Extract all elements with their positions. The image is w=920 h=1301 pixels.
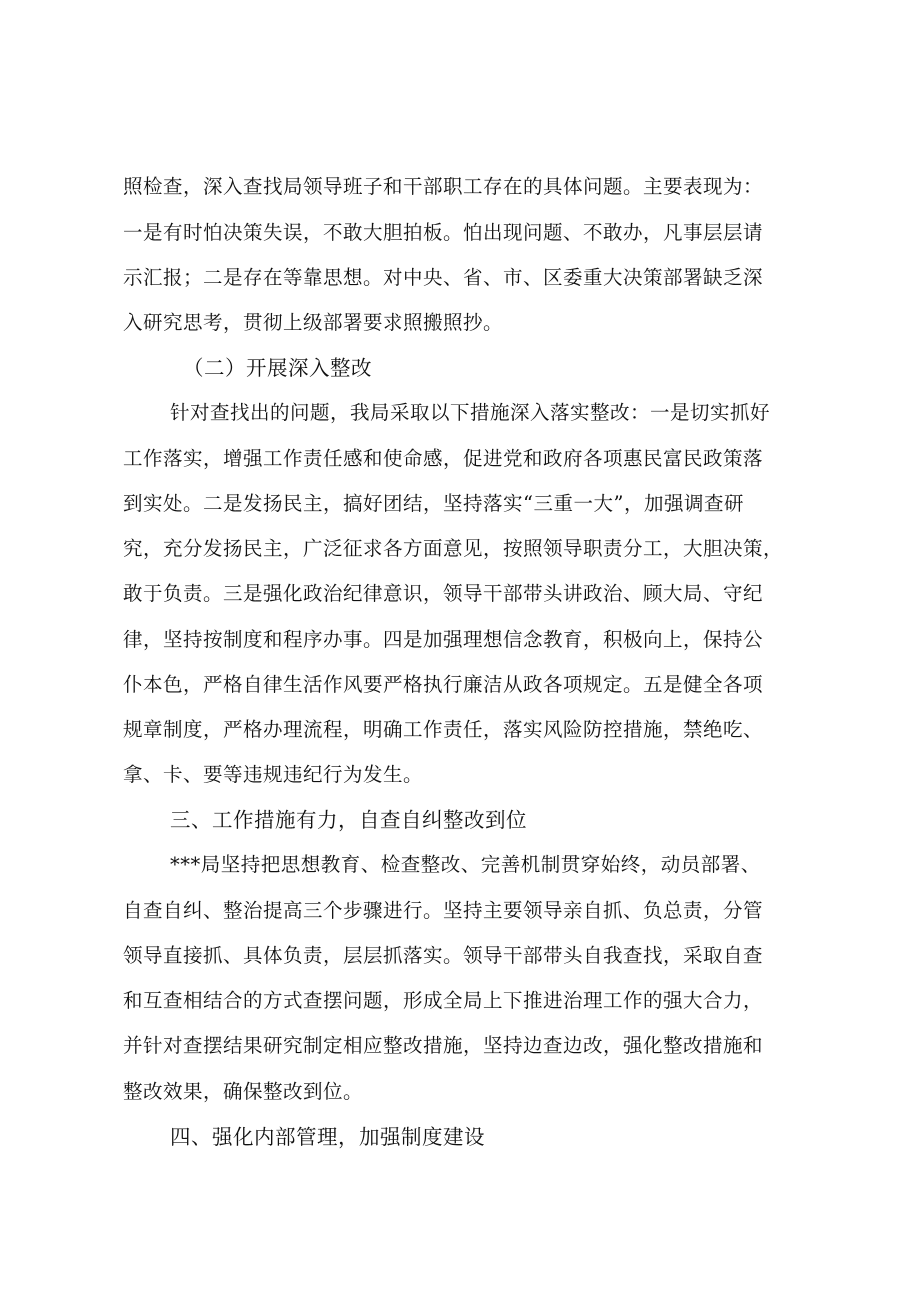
- paragraph-line: 自查自纠、整治提高三个步骤进行。坚持主要领导亲自抓、负总责，分管: [123, 899, 764, 922]
- paragraph-line: 到实处。二是发扬民主，搞好团结，坚持落实“三重一大”，加强调查研: [123, 492, 744, 515]
- paragraph-line: 敢于负责。三是强化政治纪律意识，领导干部带头讲政治、顾大局、守纪: [123, 582, 764, 605]
- section-heading-4: 四、强化内部管理，加强制度建设: [170, 1125, 485, 1149]
- section-heading-3: 三、工作措施有力，自查自纠整改到位: [170, 808, 527, 832]
- paragraph-line: 示汇报；二是存在等靠思想。对中央、省、市、区委重大决策部署缺乏深: [123, 266, 764, 289]
- paragraph-line: 入研究思考，贯彻上级部署要求照搬照抄。: [123, 311, 504, 334]
- section-heading-2-2: （二）开展深入整改: [183, 356, 372, 380]
- paragraph-line: 究，充分发扬民主，广泛征求各方面意见，按照领导职责分工，大胆决策，: [123, 537, 784, 560]
- paragraph-line: 领导直接抓、具体负责，层层抓落实。领导干部带头自我查找，采取自查: [123, 944, 764, 967]
- paragraph-line: 并针对查摆结果研究制定相应整改措施，坚持边查边改，强化整改措施和: [123, 1034, 764, 1057]
- paragraph-line: 拿、卡、要等违规违纪行为发生。: [123, 763, 424, 786]
- paragraph-line: 整改效果，确保整改到位。: [123, 1080, 364, 1103]
- paragraph-line: 律，坚持按制度和程序办事。四是加强理想信念教育，积极向上，保持公: [123, 628, 764, 651]
- paragraph-line: 规章制度，严格办理流程，明确工作责任，落实风险防控措施，禁绝吃、: [123, 718, 764, 741]
- paragraph-line: 仆本色，严格自律生活作风要严格执行廉洁从政各项规定。五是健全各项: [123, 673, 764, 696]
- paragraph-line: ***局坚持把思想教育、检查整改、完善机制贯穿始终，动员部署、: [170, 853, 761, 876]
- paragraph-line: 照检查，深入查找局领导班子和干部职工存在的具体问题。主要表现为：: [123, 175, 764, 198]
- paragraph-line: 一是有时怕决策失误，不敢大胆拍板。怕出现问题、不敢办，凡事层层请: [123, 221, 764, 244]
- paragraph-line: 工作落实，增强工作责任感和使命感，促进党和政府各项惠民富民政策落: [123, 447, 764, 470]
- paragraph-line: 针对查找出的问题，我局采取以下措施深入落实整改：一是切实抓好: [170, 401, 771, 424]
- paragraph-line: 和互查相结合的方式查摆问题，形成全局上下推进治理工作的强大合力，: [123, 989, 764, 1012]
